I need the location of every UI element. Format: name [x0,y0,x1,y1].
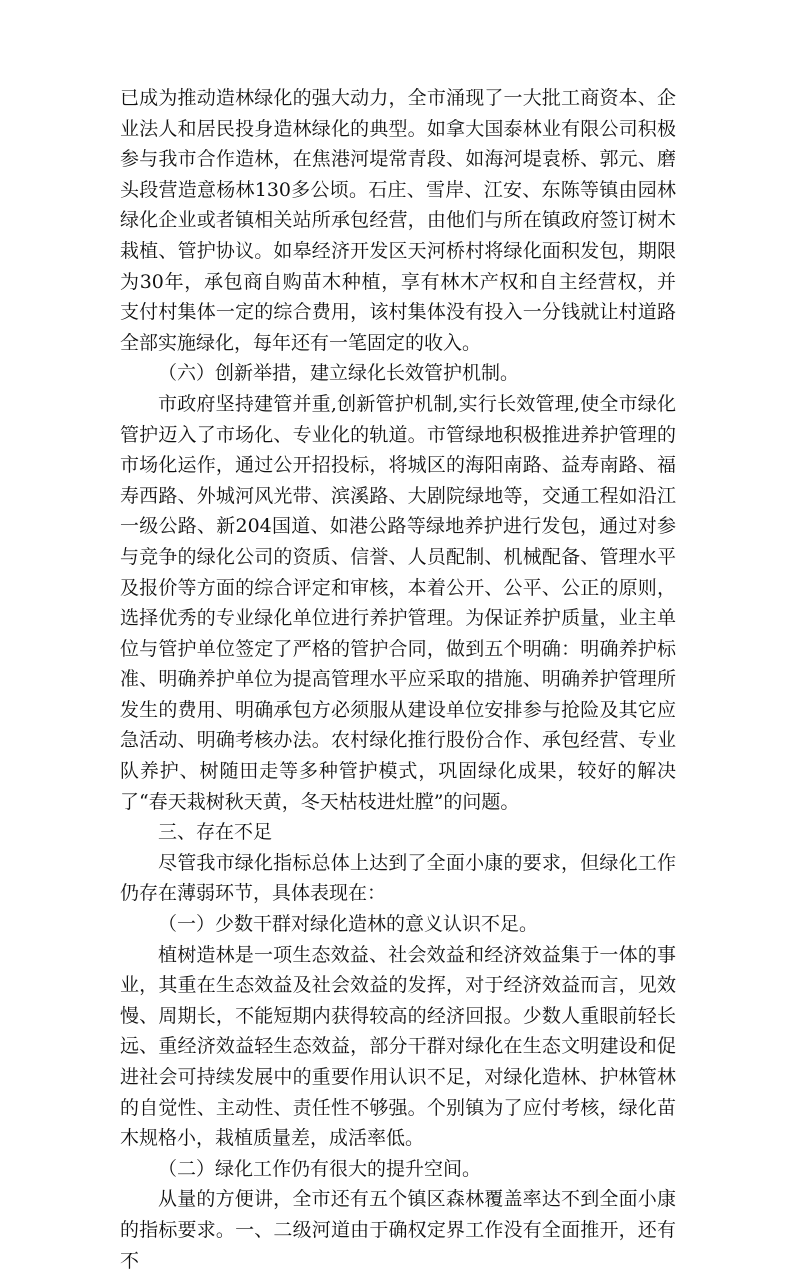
paragraph-awareness: 植树造林是一项生态效益、社会效益和经济效益集于一体的事业，其重在生态效益及社会效益的发挥，对于经济效益而言，见效慢、周期长，不能短期内获得较高的经济回报。少数人重眼前轻长远、重经济效益轻生态效益，部分干群对绿化在生态文明建设和促进社会可持续发展中的重要作用认识不足，对绿化造林、护林管林的自觉性、主动性、责任性不够强。个别镇为了应付考核，绿化苗木规格小，栽植质量差，成活率低。 [120,943,676,1150]
section-heading-awareness: （一）少数干群对绿化造林的意义认识不足。 [158,913,539,936]
paragraph-management: 市政府坚持建管并重,创新管护机制,实行长效管理,使全市绿化管护迈入了市场化、专业化的轨道。市管绿地积极推进养护管理的市场化运作，通过公开招投标，将城区的海阳南路、益寿南路、福寿西路、外城河风光带、滨溪路、大剧院绿地等，交通工程如沿江一级公路、新204国道、如港公路等绿地养护进行发包，通过对参与竞争的绿化公司的资质、信誉、人员配制、机械配备、管理水平及报价等方面的综合评定和审核，本着公开、公平、公正的原则，选择优秀的专业绿化单位进行养护管理。为保证养护质量，业主单位与管护单位签定了严格的管护合同，做到五个明确：明确养护标准、明确养护单位为提高管理水平应采取的措施、明确养护管理所发生的费用、明确承包方必须服从建设单位安排参与抢险及其它应急活动、明确考核办法。农村绿化推行股份合作、承包经营、专业队养护、树随田走等多种管护模式，巩固绿化成果，较好的解决了“春天栽树秋天黄，冬天枯枝进灶膛”的问题。 [120,392,676,813]
section-heading-shortcomings: 三、存在不足 [158,821,273,844]
paragraph-shortcomings-intro: 尽管我市绿化指标总体上达到了全面小康的要求，但绿化工作仍存在薄弱环节，具体表现在： [120,851,676,905]
section-heading-innovation: （六）创新举措，建立绿化长效管护机制。 [158,362,520,385]
paragraph-improvement: 从量的方便讲，全市还有五个镇区森林覆盖率达不到全面小康的指标要求。一、二级河道由于确权定界工作没有全面推开，还有不 [120,1188,676,1272]
section-heading-improvement: （二）绿化工作仍有很大的提升空间。 [158,1157,482,1180]
paragraph-continued: 已成为推动造林绿化的强大动力，全市涌现了一大批工商资本、企业法人和居民投身造林绿化的典型。如拿大国泰林业有限公司积极参与我市合作造林，在焦港河堤常青段、如海河堤袁桥、郭元、磨头段营造意杨林130多公顷。石庄、雪岸、江安、东陈等镇由园林绿化企业或者镇相关站所承包经营，由他们与所在镇政府签订树木栽植、管护协议。如皋经济开发区天河桥村将绿化面积发包，期限为30年，承包商自购苗木种植，享有林木产权和自主经营权，并支付村集体一定的综合费用，该村集体没有投入一分钱就让村道路全部实施绿化，每年还有一笔固定的收入。 [120,87,676,354]
document-body [120,83,676,1276]
